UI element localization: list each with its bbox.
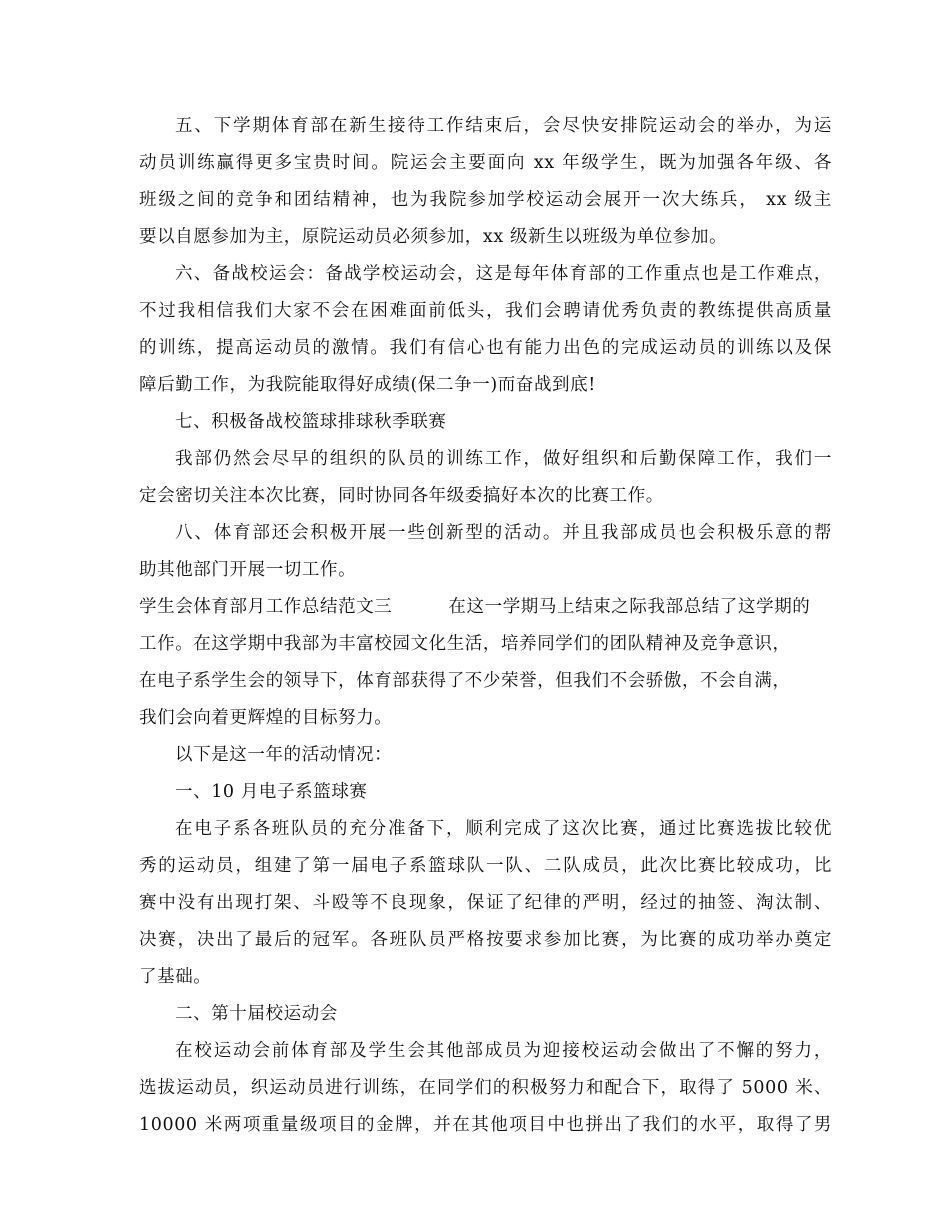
text-line-content: 学生会体育部月工作总结范文三 [139, 597, 393, 617]
text-line-content: 七、积极备战校篮球排球秋季联赛 [175, 412, 447, 432]
text-line-content: 以下是这一年的活动情况： [175, 745, 393, 765]
text-line-content: 要以自愿参加为主，原院运动员必须参加，xx 级新生以班级为单位参加。 [139, 227, 728, 247]
text-line-content: 选拔运动员，织运动员进行训练，在同学们的积极努力和配合下，取得了 5000 米、 [139, 1078, 832, 1098]
text-line-content: 五、下学期体育部在新生接待工作结束后，会尽快安排院运动会的举办，为运 [175, 116, 832, 136]
text-line [139, 589, 832, 626]
text-line [139, 811, 832, 848]
text-line-content: 八、体育部还会积极开展一些创新型的活动。并且我部成员也会积极乐意的帮 [175, 523, 832, 543]
text-line-content: 班级之间的竞争和团结精神，也为我院参加学校运动会展开一次大练兵， xx 级主 [139, 190, 832, 210]
text-line-content: 助其他部门开展一切工作。 [139, 560, 357, 580]
text-line [139, 219, 832, 256]
text-line [139, 848, 832, 885]
text-line [139, 1107, 832, 1144]
text-line [139, 182, 832, 219]
text-line-tail: 在这一学期马上结束之际我部总结了这学期的 [448, 597, 811, 617]
text-line [139, 256, 832, 293]
text-line-content: 工作。在这学期中我部为丰富校园文化生活，培养同学们的团队精神及竞争意识， [139, 634, 791, 654]
text-line [139, 737, 832, 774]
text-line [139, 552, 832, 589]
text-line-content: 六、备战校运会：备战学校运动会，这是每年体育部的工作重点也是工作难点， [175, 264, 832, 284]
text-line [139, 959, 832, 996]
text-line-content: 10000 米两项重量级项目的金牌，并在其他项目中也拼出了我们的水平，取得了男 [139, 1115, 832, 1135]
text-line [139, 1033, 832, 1070]
text-line [139, 626, 832, 663]
text-line [139, 885, 832, 922]
text-line-content: 在电子系学生会的领导下，体育部获得了不少荣誉，但我们不会骄傲，不会自满， [139, 671, 791, 691]
text-line-content: 在校运动会前体育部及学生会其他部成员为迎接校运动会做出了不懈的努力， [175, 1041, 832, 1061]
text-line [139, 330, 832, 367]
text-line-content: 秀的运动员，组建了第一届电子系篮球队一队、二队成员，此次比赛比较成功，比 [139, 856, 832, 876]
text-line [139, 293, 832, 330]
text-line [139, 145, 832, 182]
text-line [139, 108, 832, 145]
text-line [139, 996, 832, 1033]
text-line-content: 我们会向着更辉煌的目标努力。 [139, 708, 393, 728]
text-line-content: 的训练，提高运动员的激情。我们有信心也有能力出色的完成运动员的训练以及保 [139, 338, 832, 358]
text-line [139, 700, 832, 737]
text-line [139, 663, 832, 700]
text-line-content: 不过我相信我们大家不会在困难面前低头，我们会聘请优秀负责的教练提供高质量 [139, 301, 832, 321]
text-line [139, 922, 832, 959]
text-line-content: 决赛，决出了最后的冠军。各班队员严格按要求参加比赛，为比赛的成功举办奠定 [139, 930, 832, 950]
text-line-content: 赛中没有出现打架、斗殴等不良现象，保证了纪律的严明，经过的抽签、淘汰制、 [139, 893, 832, 913]
text-line [139, 478, 832, 515]
text-line-content: 定会密切关注本次比赛，同时协同各年级委搞好本次的比赛工作。 [139, 486, 664, 506]
text-line-content: 我部仍然会尽早的组织的队员的训练工作，做好组织和后勤保障工作，我们一 [175, 449, 832, 469]
text-line-content: 动员训练赢得更多宝贵时间。院运会主要面向 xx 年级学生，既为加强各年级、各 [139, 153, 832, 173]
text-line-content: 障后勤工作，为我院能取得好成绩(保二争一)而奋战到底! [139, 375, 596, 395]
text-line [139, 441, 832, 478]
text-line [139, 774, 832, 811]
text-line [139, 367, 832, 404]
text-line [139, 515, 832, 552]
text-line [139, 404, 832, 441]
text-line-content: 在电子系各班队员的充分准备下，顺利完成了这次比赛，通过比赛选拔比较优 [175, 819, 832, 839]
text-line-content: 了基础。 [139, 967, 212, 987]
text-line [139, 1070, 832, 1107]
text-line-content: 二、第十届校运动会 [175, 1004, 338, 1024]
text-line-content: 一、10 月电子系篮球赛 [175, 782, 368, 802]
